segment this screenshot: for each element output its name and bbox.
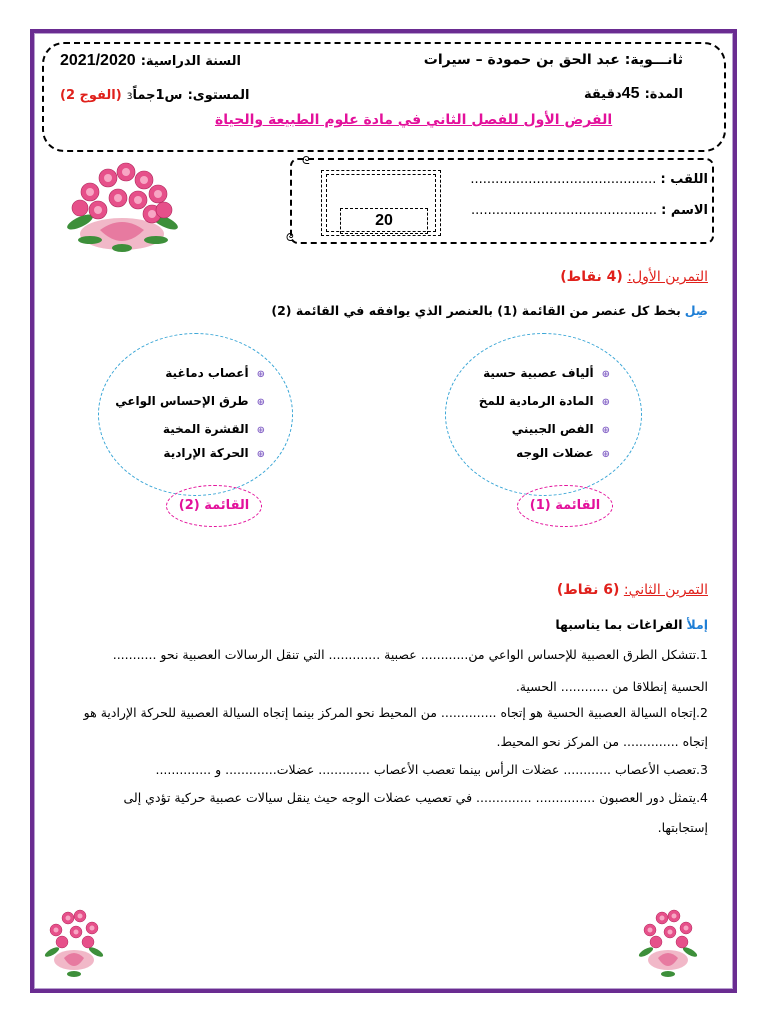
name-row xyxy=(471,203,708,218)
fill-blank-line[interactable]: 2.إتجاه السيالة العصبية الحسية هو إتجاه .............. من المحيط نحو المركز بينما إتجاه السيالة العصبية للحركة الإرادية هو xyxy=(83,705,708,720)
bullet-icon: ⊕ xyxy=(256,397,265,408)
year-value: 2021/2020 xyxy=(60,52,136,69)
list2-ellipse xyxy=(98,333,293,496)
exercise2-verb: إملأ xyxy=(686,617,708,632)
exam-title: الفرض الأول للفصل الثاني في مادة علوم الطبيعة والحياة xyxy=(215,112,613,128)
list2-item[interactable]: ⊕القشرة المخية xyxy=(162,422,265,436)
level xyxy=(60,84,249,103)
school-name: ثانـــوية: عبد الحق بن حمودة – سيرات xyxy=(423,52,683,68)
list1-item[interactable]: ⊕عضلات الوجه xyxy=(516,446,610,460)
fill-blank-line[interactable]: إستجابتها. xyxy=(657,820,708,835)
fill-blank-line[interactable]: 4.يتمثل دور العصبون ............... .............. في تعصيب عضلات الوجه حيث ينقل سيالات عصبية حركية تؤدي إلى xyxy=(123,790,708,805)
level-sub: 3 xyxy=(126,92,133,102)
name-label: الاسم : xyxy=(661,203,708,218)
flower-bouquet-icon xyxy=(60,152,185,257)
duration-unit: دقيقة xyxy=(583,87,622,102)
bullet-icon: ⊕ xyxy=(256,369,265,380)
bullet-icon: ⊕ xyxy=(256,425,265,436)
bullet-icon: ⊕ xyxy=(601,397,610,408)
surname-row xyxy=(470,172,708,187)
duration xyxy=(584,83,683,103)
flower-bouquet-icon xyxy=(42,900,106,982)
list2-item[interactable]: ⊕الحركة الإرادية xyxy=(163,446,265,460)
duration-label: المدة: xyxy=(644,87,683,102)
exercise1-points: (4 نقاط) xyxy=(560,269,623,285)
list1-label: القائمة (1) xyxy=(517,485,613,527)
exercise1-verb: صِل xyxy=(684,303,708,318)
surname-label: اللقب : xyxy=(660,172,708,187)
exercise2-instruction-text: الفراغات بما يناسبها xyxy=(555,617,683,632)
list1-item[interactable]: ⊕ألياف عصبية حسية xyxy=(483,366,610,380)
duration-value: 45 xyxy=(621,85,640,102)
school-year xyxy=(60,50,241,70)
bullet-icon: ⊕ xyxy=(601,449,610,460)
list1-item[interactable]: ⊕المادة الرمادية للمخ xyxy=(478,394,610,408)
fill-blank-line[interactable]: الحسية إنطلاقا من ............ الحسية. xyxy=(515,679,708,694)
group: (الفوج 2) xyxy=(60,88,122,103)
grade-total: 20 xyxy=(340,208,428,234)
corner-mark-top: ᘓ xyxy=(302,154,310,167)
flower-bouquet-icon xyxy=(636,900,700,982)
exercise2-title-prefix: التمرين الثاني: xyxy=(623,582,708,598)
corner-mark-bottom: ᘓ xyxy=(286,231,294,244)
level-label: المستوى: xyxy=(187,88,250,103)
fill-blank-line[interactable]: 1.تتشكل الطرق العصبية للإحساس الواعي من............ عصبية ............. التي تنقل الرسالات العصبية نحو ........... xyxy=(112,647,708,662)
surname-field[interactable]: ............................................. xyxy=(470,172,657,187)
list2-item[interactable]: ⊕طرق الإحساس الواعي xyxy=(115,394,265,408)
exercise1-title xyxy=(560,269,708,285)
year-label: السنة الدراسية: xyxy=(140,54,241,69)
list2-label: القائمة (2) xyxy=(166,485,262,527)
list2-item[interactable]: ⊕أعصاب دماغية xyxy=(165,366,265,380)
exercise2-title xyxy=(557,582,708,598)
fill-blank-line[interactable]: 3.تعصب الأعصاب ............ عضلات الرأس بينما تعصب الأعصاب ............. عضلات............. و .............. xyxy=(155,762,708,777)
exercise1-instruction-text: بخط كل عنصر من القائمة (1) بالعنصر الذي يوافقه في القائمة (2) xyxy=(271,303,681,318)
bullet-icon: ⊕ xyxy=(256,449,265,460)
name-field[interactable]: ............................................. xyxy=(471,203,658,218)
exercise1-title-prefix: التمرين الأول: xyxy=(627,269,708,285)
list1-item[interactable]: ⊕الفص الجبيني xyxy=(511,422,610,436)
exercise2-points: (6 نقاط) xyxy=(556,582,620,598)
level-value: س1جماً xyxy=(132,88,183,103)
bullet-icon: ⊕ xyxy=(601,425,610,436)
list1-ellipse xyxy=(445,333,642,496)
fill-blank-line[interactable]: إتجاه .............. من المركز نحو المحيط. xyxy=(496,734,708,749)
exercise1-instruction xyxy=(271,303,708,318)
exercise2-instruction xyxy=(555,617,708,632)
bullet-icon: ⊕ xyxy=(601,369,610,380)
